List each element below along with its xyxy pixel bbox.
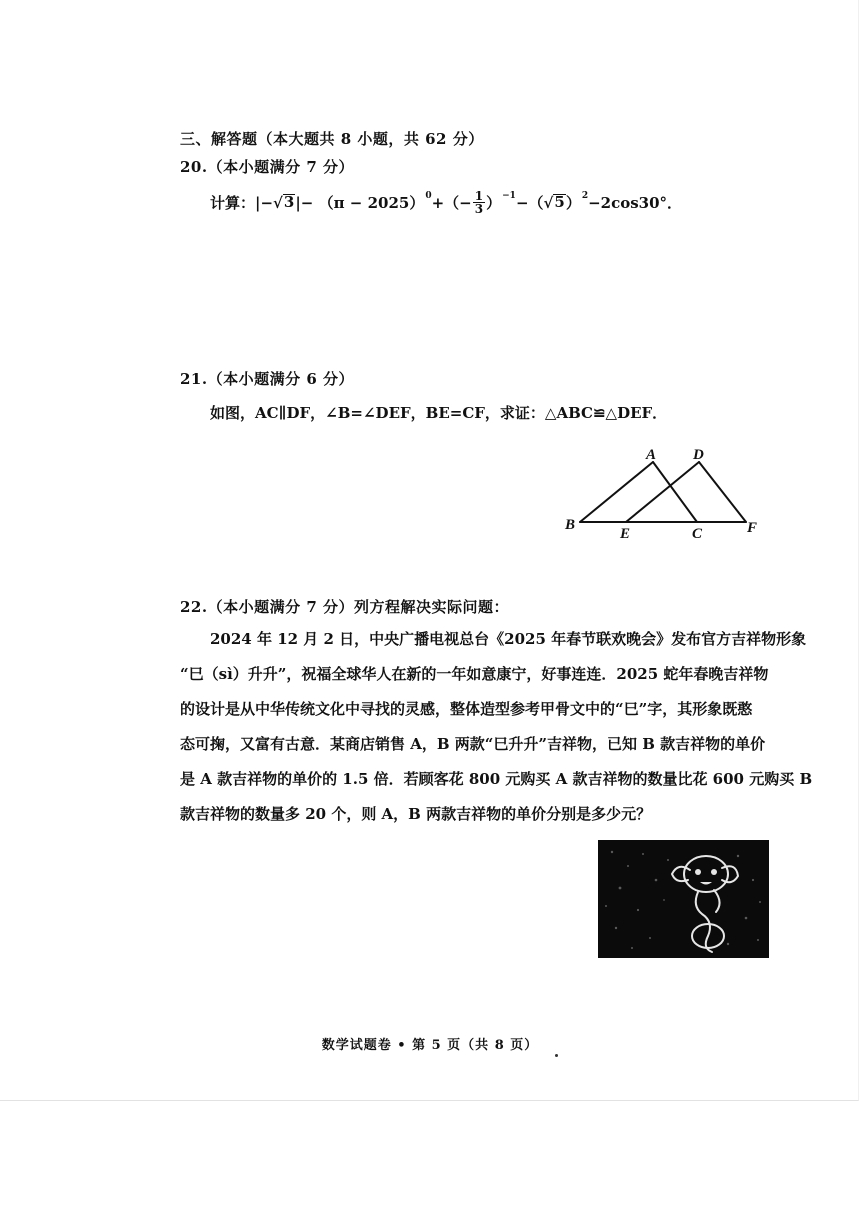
section-heading: 三、解答题（本大题共 8 小题，共 62 分） [180, 130, 484, 148]
expr-part-f: ） [565, 194, 581, 212]
expr-part-d: ） [486, 194, 502, 212]
point-label-a: A [646, 447, 657, 463]
point-label-c: C [692, 526, 703, 542]
question-20-expression [210, 190, 682, 215]
expr-part-a: |− [255, 193, 274, 212]
segment-ed [626, 462, 699, 522]
paragraph-line: 2024 年 12 月 2 日，中央广播电视总台《2025 年春节联欢晚会》发布官方吉祥物形象 [180, 630, 807, 648]
calc-prefix: 计算： [210, 194, 256, 212]
paragraph-line: “巳（sì）升升”，祝福全球华人在新的一年如意康宁，好事连连．2025 蛇年春晚吉祥物 [180, 665, 769, 683]
mascot-photo [598, 840, 769, 958]
paragraph-line: 是 A 款吉祥物的单价的 1.5 倍．若顾客花 800 元购买 A 款吉祥物的数量比花 600 元购买 B [180, 770, 813, 788]
expr-part-c: +（− [431, 194, 472, 212]
fraction-one-third: $\frac{1}{3}$ [474, 189, 484, 216]
question-21-text: 如图，AC∥DF，∠B=∠DEF，BE=CF，求证：△ABC≌△DEF． [210, 404, 668, 422]
point-label-d: D [693, 447, 704, 463]
expr-part-b: |− （π − 2025） [295, 194, 425, 212]
scan-speck [555, 1054, 558, 1057]
paragraph-line: 态可掬，又富有古意．某商店销售 A，B 两款“巳升升”吉祥物，已知 B 款吉祥物的单价 [180, 735, 766, 753]
question-22-heading: 22.（本小题满分 7 分）列方程解决实际问题： [180, 598, 509, 616]
segment-df [699, 462, 746, 522]
point-label-b: B [565, 517, 576, 533]
paragraph-line: 的设计是从中华传统文化中寻找的灵感，整体造型参考甲骨文中的“巳”字，其形象既憨 [180, 700, 753, 718]
question-22-paragraph [180, 622, 813, 832]
snake-mascot-image [598, 840, 769, 958]
exponent-neg-one: −1 [502, 190, 516, 201]
segment-ba [580, 462, 653, 522]
page-footer: 数学试题卷 • 第 5 页（共 8 页） [321, 1038, 539, 1053]
paragraph-line: 款吉祥物的数量多 20 个，则 A，B 两款吉祥物的单价分别是多少元？ [180, 805, 652, 823]
sqrt-5: √ 5 [543, 192, 565, 212]
point-label-e: E [620, 526, 631, 542]
point-label-f: F [747, 520, 758, 536]
exponent-zero: 0 [425, 190, 432, 201]
expr-part-g: −2cos30°． [588, 194, 683, 212]
triangle-diagram [560, 440, 770, 545]
expr-part-e: −（ [515, 194, 544, 212]
sqrt-3: √ 3 [273, 192, 295, 212]
exponent-two: 2 [581, 190, 589, 201]
question-21-heading: 21.（本小题满分 6 分） [180, 370, 354, 388]
segment-ac [653, 462, 697, 522]
question-20-heading: 20.（本小题满分 7 分） [180, 158, 354, 176]
